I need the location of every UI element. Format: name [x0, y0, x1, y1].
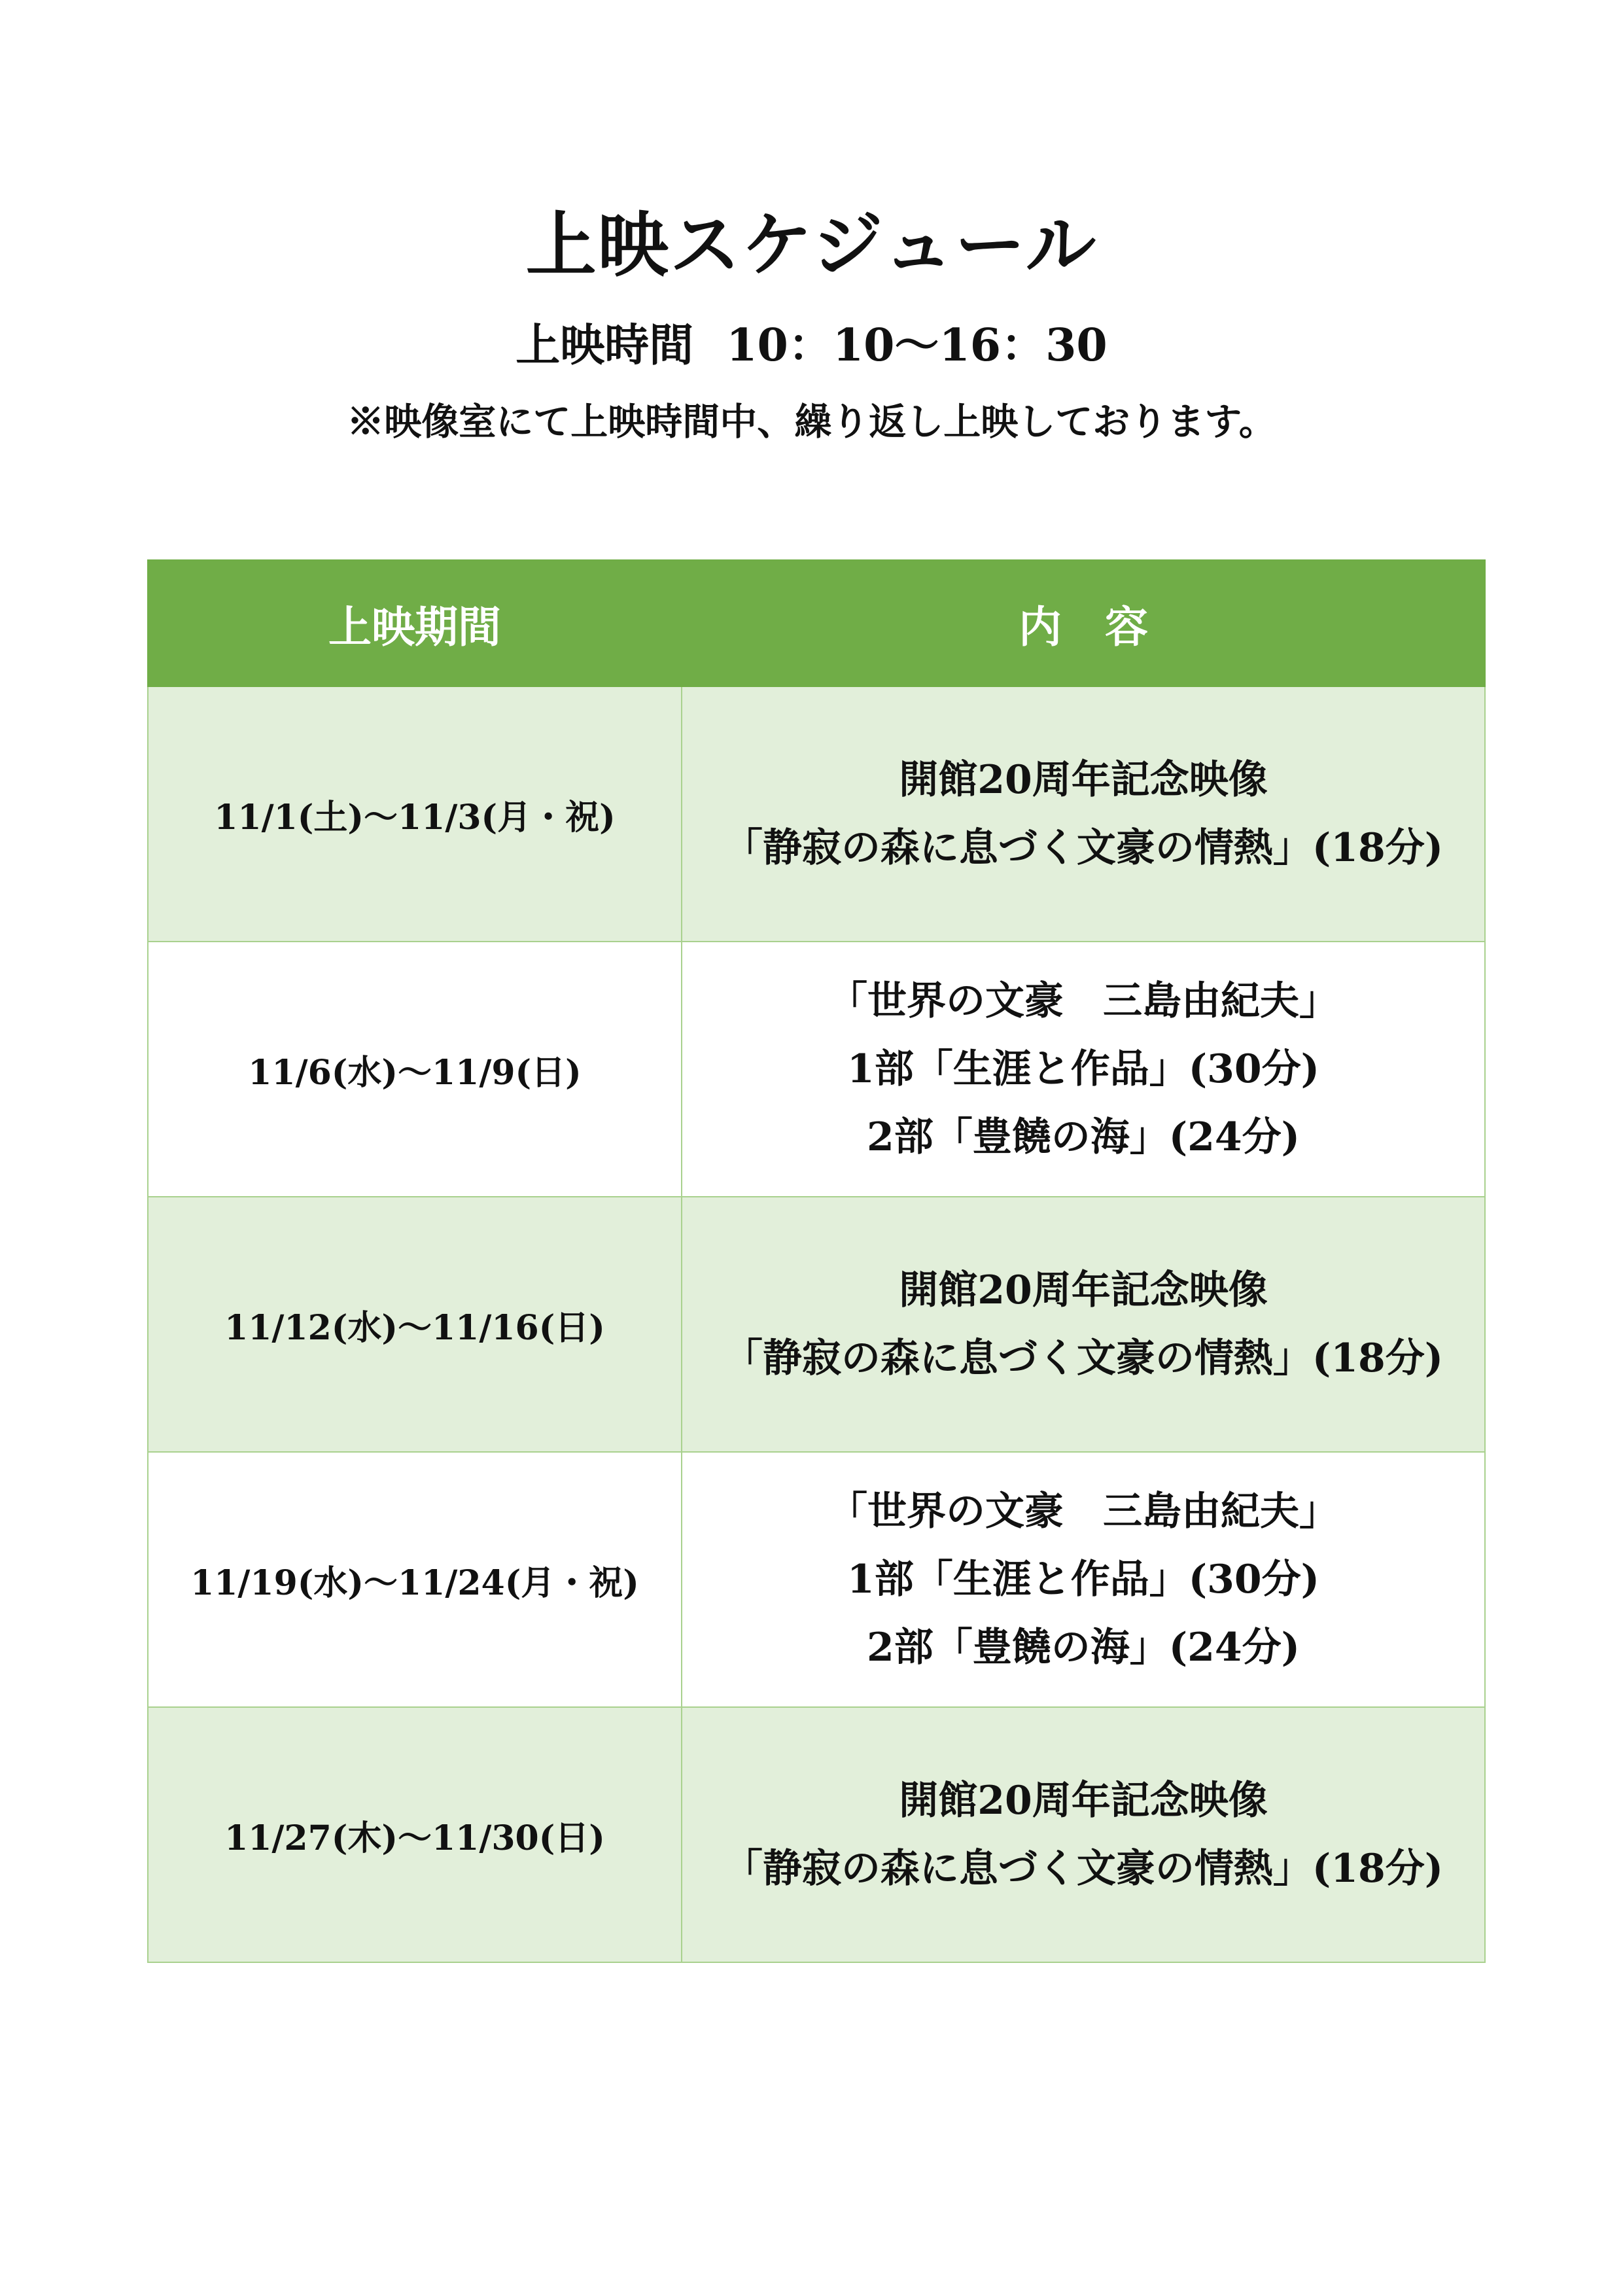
screening-hours-label: 上映時間	[515, 319, 694, 372]
content-line: 「世界の文豪 三島由紀夫」	[828, 1489, 1338, 1534]
content-line: 「世界の文豪 三島由紀夫」	[828, 978, 1338, 1024]
content-line: 開館20周年記念映像	[899, 1778, 1268, 1824]
page-title: 上映スケジュール	[525, 204, 1098, 287]
period-cell: 11/12(水)～11/16(日)	[148, 1197, 682, 1452]
content-line: 1部「生涯と作品」(30分)	[846, 1557, 1320, 1602]
screening-note: ※映像室にて上映時間中、繰り返し上映しております。	[347, 400, 1276, 444]
content-line: 開館20周年記念映像	[899, 757, 1268, 803]
content-line: 2部「豊饒の海」(24分)	[866, 1114, 1300, 1160]
period-cell: 11/1(土)～11/3(月・祝)	[148, 686, 682, 942]
content-line: 「静寂の森に息づく文豪の情熱」(18分)	[723, 825, 1444, 871]
header-period: 上映期間	[148, 560, 682, 686]
content-cell	[682, 942, 1485, 1197]
schedule-table	[147, 559, 1486, 1963]
header-content: 内 容	[682, 560, 1485, 686]
content-line: 1部「生涯と作品」(30分)	[846, 1046, 1320, 1092]
table-row	[148, 942, 1485, 1197]
content-line: 「静寂の森に息づく文豪の情熱」(18分)	[723, 1846, 1444, 1892]
content-line: 2部「豊饒の海」(24分)	[866, 1625, 1300, 1670]
table-row	[148, 1197, 1485, 1452]
table-header-row	[148, 560, 1485, 686]
table-row	[148, 1707, 1485, 1962]
table-row	[148, 1452, 1485, 1707]
screening-hours	[0, 313, 1623, 378]
content-cell	[682, 1197, 1485, 1452]
content-line: 開館20周年記念映像	[899, 1267, 1268, 1313]
screening-hours-value: 10：10～16：30	[726, 319, 1108, 372]
table-row	[148, 686, 1485, 942]
content-line: 「静寂の森に息づく文豪の情熱」(18分)	[723, 1335, 1444, 1381]
period-cell: 11/6(水)～11/9(日)	[148, 942, 682, 1197]
content-cell	[682, 1452, 1485, 1707]
period-cell: 11/19(水)～11/24(月・祝)	[148, 1452, 682, 1707]
content-cell	[682, 686, 1485, 942]
period-cell: 11/27(木)～11/30(日)	[148, 1707, 682, 1962]
content-cell	[682, 1707, 1485, 1962]
